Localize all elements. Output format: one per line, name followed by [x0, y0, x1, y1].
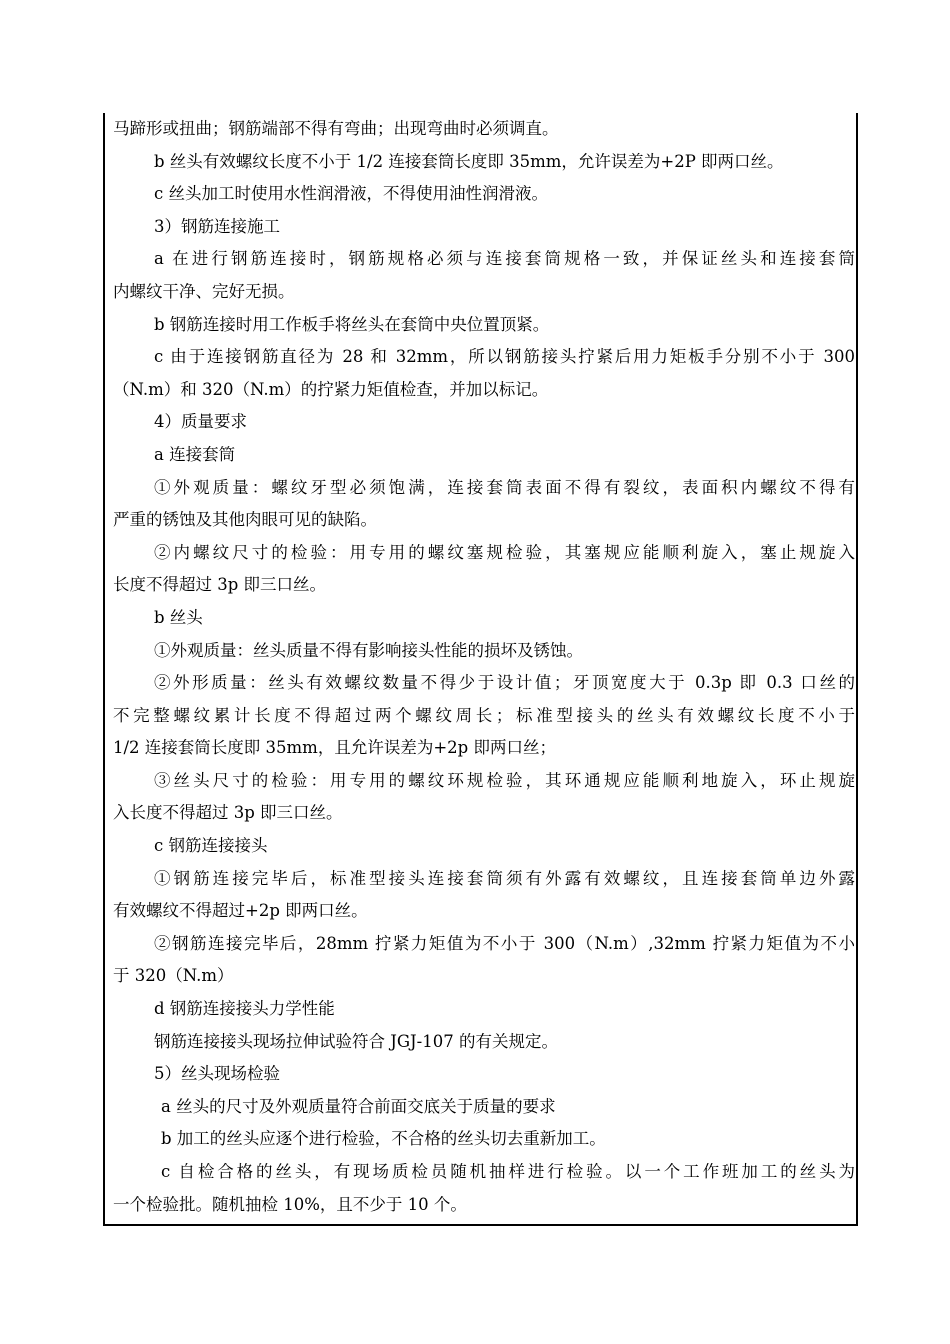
text-line: 马蹄形或扭曲；钢筋端部不得有弯曲；出现弯曲时必须调直。 — [113, 119, 559, 138]
text-line: 严重的锈蚀及其他肉眼可见的缺陷。 — [113, 510, 377, 530]
text-line: 一个检验批。随机抽检 10%，且不少于 10 个。 — [113, 1194, 467, 1214]
subsection-heading: d 钢筋连接接头力学性能 — [154, 999, 335, 1019]
text-line: ①外观质量：丝头质量不得有影响接头性能的损坏及锈蚀。 — [154, 640, 583, 660]
text-line: 入长度不得超过 3p 即三口丝。 — [113, 803, 343, 823]
text-line: ②内螺纹尺寸的检验：用专用的螺纹塞规检验，其塞规应能顺利旋入，塞止规旋入 — [154, 542, 855, 562]
text-line: b 加工的丝头应逐个进行检验，不合格的丝头切去重新加工。 — [161, 1129, 606, 1149]
text-line: b 钢筋连接时用工作板手将丝头在套筒中央位置顶紧。 — [154, 314, 550, 334]
section-heading: 4）质量要求 — [154, 412, 247, 432]
text-line: ①钢筋连接完毕后，标准型接头连接套筒须有外露有效螺纹，且连接套筒单边外露 — [154, 868, 855, 888]
text-line: （N.m）和 320（N.m）的拧紧力矩值检查，并加以标记。 — [113, 379, 549, 399]
document-frame — [103, 113, 858, 1226]
text-line: ①外观质量：螺纹牙型必须饱满，连接套筒表面不得有裂纹，表面积内螺纹不得有 — [154, 477, 855, 497]
text-line: 不完整螺纹累计长度不得超过两个螺纹周长；标准型接头的丝头有效螺纹长度不小于 — [113, 705, 855, 725]
text-line: c 由于连接钢筋直径为 28 和 32mm，所以钢筋接头拧紧后用力矩板手分别不小于 300 — [154, 347, 855, 367]
text-line: 1/2 连接套筒长度即 35mm，且允许误差为+2p 即两口丝； — [113, 738, 556, 758]
subsection-heading: c 钢筋连接接头 — [154, 836, 268, 856]
section-heading: 5）丝头现场检验 — [154, 1064, 280, 1084]
text-line: c 丝头加工时使用水性润滑液，不得使用油性润滑液。 — [154, 184, 548, 204]
text-line: 内螺纹干净、完好无损。 — [113, 281, 295, 301]
text-line: ②外形质量：丝头有效螺纹数量不得少于设计值；牙顶宽度大于 0.3p 即 0.3 口丝的 — [154, 673, 855, 693]
text-line: b 丝头有效螺纹长度不小于 1/2 连接套筒长度即 35mm，允许误差为+2P 即两口丝。 — [154, 151, 784, 171]
text-line: c 自检合格的丝头，有现场质检员随机抽样进行检验。以一个工作班加工的丝头为 — [161, 1162, 855, 1181]
text-line: 长度不得超过 3p 即三口丝。 — [113, 575, 327, 595]
text-line: 有效螺纹不得超过+2p 即两口丝。 — [113, 901, 368, 921]
text-line: ③丝头尺寸的检验：用专用的螺纹环规检验，其环通规应能顺利地旋入，环止规旋 — [154, 770, 855, 790]
text-line: 钢筋连接接头现场拉伸试验符合 JGJ-107 的有关规定。 — [154, 1031, 558, 1051]
text-line: 于 320（N.m） — [113, 966, 234, 986]
subsection-heading: b 丝头 — [154, 607, 203, 627]
text-line: a 丝头的尺寸及外观质量符合前面交底关于质量的要求 — [161, 1096, 556, 1116]
section-heading: 3）钢筋连接施工 — [154, 216, 280, 236]
text-line: a 在进行钢筋连接时，钢筋规格必须与连接套筒规格一致，并保证丝头和连接套筒 — [154, 249, 855, 269]
text-line: ②钢筋连接完毕后，28mm 拧紧力矩值为不小于 300（N.m）,32mm 拧紧力矩值为不小 — [154, 933, 855, 953]
document-body — [113, 113, 855, 1221]
subsection-heading: a 连接套筒 — [154, 444, 236, 464]
